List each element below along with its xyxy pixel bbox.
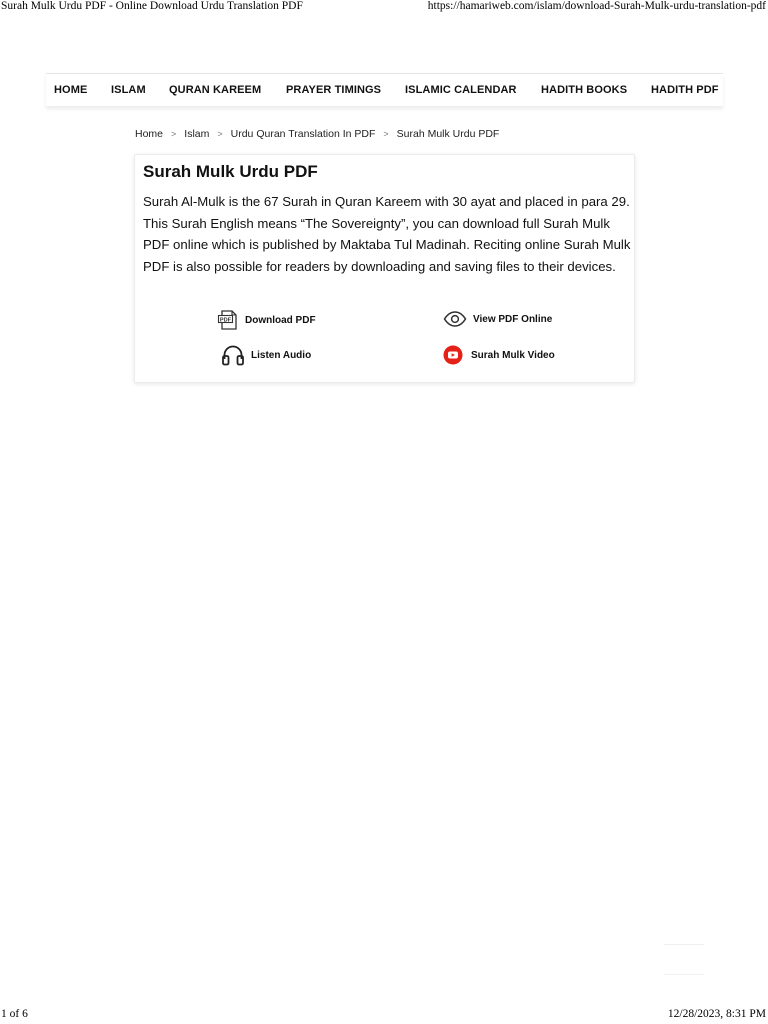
- view-pdf-online-button[interactable]: [443, 310, 552, 328]
- page-title: Surah Mulk Urdu PDF: [143, 162, 318, 181]
- nav-item-home[interactable]: HOME: [54, 84, 88, 96]
- surah-description: Surah Al-Mulk is the 67 Surah in Quran Kareem with 30 ayat and placed in para 29. This Surah English means “The Sovereignty”, you can download full Surah Mulk PDF online which is published by Maktaba Tul Madinah. Reciting online Surah Mulk PDF is also possible for readers by downloading and saving files to their devices.: [143, 194, 631, 274]
- eye-icon: [443, 310, 467, 328]
- headphones-icon: [221, 344, 245, 366]
- print-date: 12/28/2023, 8:31 PM: [667, 1008, 766, 1020]
- view-pdf-online-label: View PDF Online: [473, 313, 553, 325]
- pdf-file-icon: [217, 309, 239, 331]
- listen-audio-label: Listen Audio: [251, 349, 312, 361]
- nav-item-prayer-timings[interactable]: PRAYER TIMINGS: [286, 84, 382, 96]
- nav-item-islam[interactable]: ISLAM: [111, 84, 146, 96]
- listen-audio-button[interactable]: [221, 344, 311, 366]
- surah-info-card: [134, 154, 635, 383]
- breadcrumb-home[interactable]: Home: [135, 128, 164, 140]
- scroll-indicator: [664, 944, 704, 1004]
- chevron-right-icon: >: [171, 129, 177, 139]
- document-title: Surah Mulk Urdu PDF - Online Download Urdu Translation PDF: [1, 0, 303, 12]
- download-pdf-button[interactable]: [217, 309, 316, 331]
- nav-item-hadith-books[interactable]: HADITH BOOKS: [541, 84, 628, 96]
- breadcrumb: [135, 127, 499, 141]
- chevron-right-icon: >: [383, 129, 389, 139]
- page-count: 1 of 6: [1, 1008, 28, 1020]
- chevron-right-icon: >: [217, 129, 223, 139]
- pdf-badge-label: PDF: [219, 317, 232, 324]
- print-footer: [0, 1008, 768, 1024]
- breadcrumb-islam[interactable]: Islam: [184, 128, 210, 140]
- youtube-play-icon: [441, 345, 465, 365]
- nav-item-hadith-pdf[interactable]: HADITH PDF: [651, 84, 719, 96]
- surah-mulk-video-button[interactable]: [441, 345, 555, 365]
- main-nav: [46, 73, 723, 106]
- nav-item-quran-kareem[interactable]: QURAN KAREEM: [169, 84, 262, 96]
- breadcrumb-urdu-quran-translation[interactable]: Urdu Quran Translation In PDF: [230, 128, 376, 140]
- nav-item-islamic-calendar[interactable]: ISLAMIC CALENDAR: [405, 84, 517, 96]
- print-header: [0, 0, 768, 14]
- breadcrumb-current: Surah Mulk Urdu PDF: [396, 128, 500, 140]
- surah-mulk-video-label: Surah Mulk Video: [471, 349, 555, 361]
- document-url: https://hamariweb.com/islam/download-Surah-Mulk-urdu-translation-pdf: [427, 0, 766, 12]
- download-pdf-label: Download PDF: [245, 314, 316, 326]
